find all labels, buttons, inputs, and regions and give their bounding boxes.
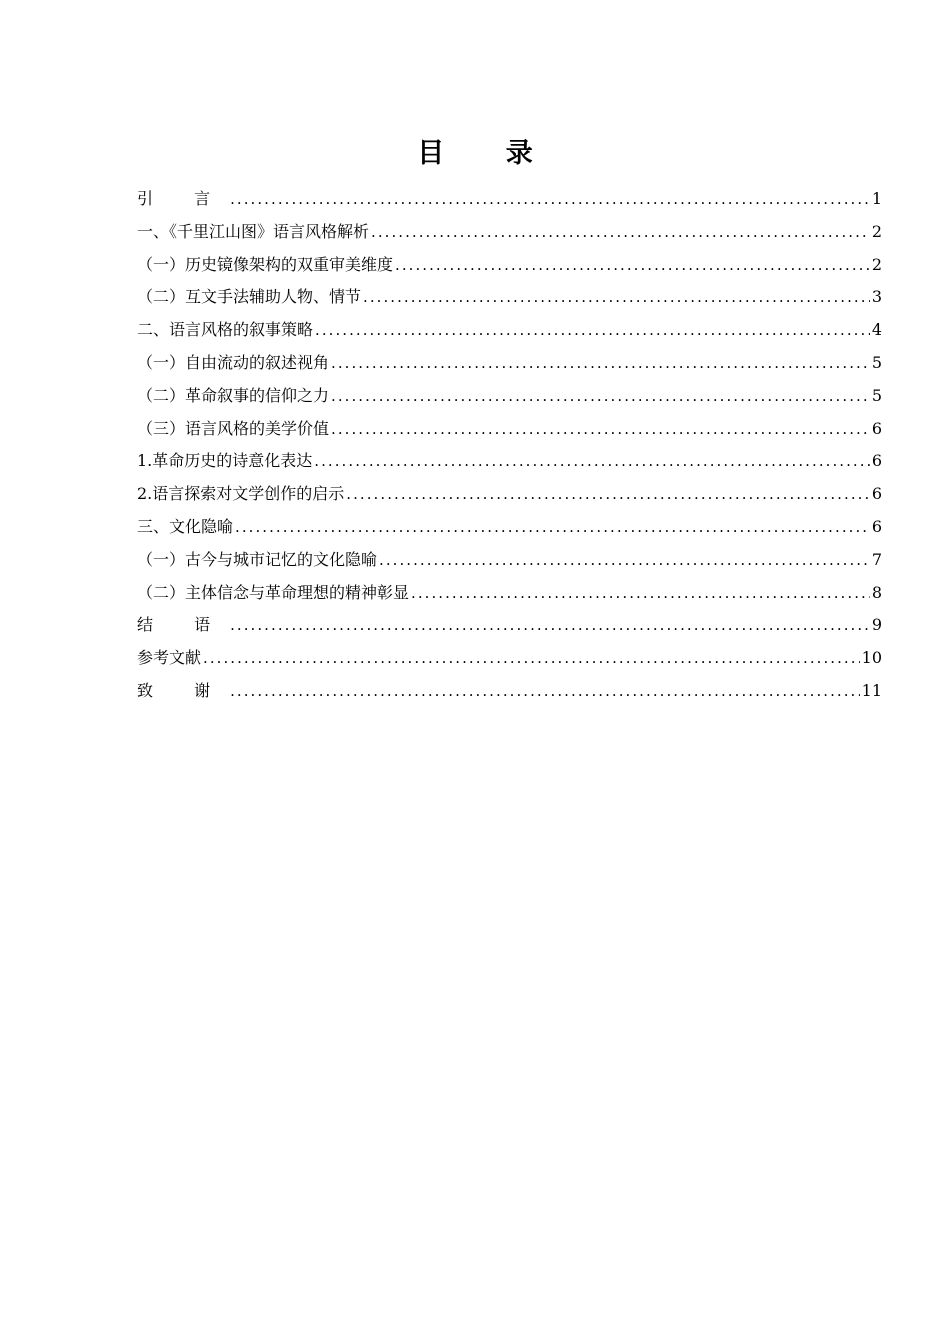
toc-entry-page: 8 <box>871 582 882 602</box>
toc-dot-leader <box>230 675 860 708</box>
toc-entry-conclusion <box>137 609 882 642</box>
toc-entry-page: 5 <box>871 352 882 372</box>
toc-entry-label: （二）主体信念与革命理想的精神彰显 <box>137 582 410 602</box>
toc-entry-introduction <box>137 183 882 216</box>
toc-entry-page: 4 <box>871 320 882 340</box>
toc-entry-section-2-3-1 <box>137 445 882 478</box>
toc-entry-page: 6 <box>871 418 882 438</box>
toc-entry-page: 7 <box>871 549 882 569</box>
toc-title: 目 录 <box>417 138 559 169</box>
toc-entry-references <box>137 642 882 675</box>
toc-dot-leader <box>314 445 870 478</box>
toc-entry-section-2-1 <box>137 347 882 380</box>
toc-entry-section-2-2 <box>137 380 882 413</box>
toc-dot-leader <box>371 216 870 249</box>
toc-dot-leader <box>411 577 870 610</box>
toc-entry-page: 11 <box>861 680 882 700</box>
toc-entry-label: 二、语言风格的叙事策略 <box>137 320 314 340</box>
toc-entry-page: 6 <box>871 484 882 504</box>
toc-entry-section-1 <box>137 216 882 249</box>
toc-entry-label: （三）语言风格的美学价值 <box>137 418 330 438</box>
toc-list <box>137 183 882 708</box>
toc-entry-label: （一）自由流动的叙述视角 <box>137 352 330 372</box>
toc-entry-label: 一、《千里江山图》语言风格解析 <box>137 221 370 241</box>
toc-entry-page: 1 <box>871 189 882 208</box>
toc-entry-page: 3 <box>871 287 882 307</box>
toc-entry-label: （二）革命叙事的信仰之力 <box>137 385 330 405</box>
toc-entry-section-2 <box>137 314 882 347</box>
toc-entry-label: 参考文献 <box>137 648 202 668</box>
toc-dot-leader <box>395 249 870 282</box>
toc-entry-section-1-2 <box>137 281 882 314</box>
toc-dot-leader <box>230 609 870 642</box>
toc-entry-label: 致 谢 <box>137 680 229 700</box>
toc-entry-section-1-1 <box>137 249 882 282</box>
toc-dot-leader <box>331 413 870 446</box>
toc-entry-section-3-2 <box>137 577 882 610</box>
toc-dot-leader <box>346 478 870 511</box>
toc-entry-section-3-1 <box>137 544 882 577</box>
toc-entry-label: 引 言 <box>137 189 229 208</box>
toc-dot-leader <box>235 511 870 544</box>
toc-entry-label: （一）古今与城市记忆的文化隐喻 <box>137 549 378 569</box>
toc-entry-page: 5 <box>871 385 882 405</box>
toc-entry-page: 6 <box>871 451 882 471</box>
toc-entry-label: 三、文化隐喻 <box>137 516 234 536</box>
toc-entry-label: （二）互文手法辅助人物、情节 <box>137 287 362 307</box>
toc-dot-leader <box>230 183 870 216</box>
toc-dot-leader <box>315 314 870 347</box>
toc-dot-leader <box>203 642 860 675</box>
toc-dot-leader <box>331 380 870 413</box>
toc-dot-leader <box>363 281 870 314</box>
toc-entry-section-2-3-2 <box>137 478 882 511</box>
toc-entry-acknowledgements <box>137 675 882 708</box>
toc-entry-label: 2.语言探索对文学创作的启示 <box>137 484 345 504</box>
toc-entry-label: 1.革命历史的诗意化表达 <box>137 451 313 471</box>
toc-entry-page: 9 <box>871 615 882 635</box>
toc-entry-label: （一）历史镜像架构的双重审美维度 <box>137 254 394 274</box>
toc-entry-section-3 <box>137 511 882 544</box>
toc-entry-section-2-3 <box>137 413 882 446</box>
toc-dot-leader <box>331 347 870 380</box>
toc-entry-page: 2 <box>871 221 882 241</box>
toc-entry-page: 6 <box>871 516 882 536</box>
toc-entry-label: 结 语 <box>137 615 229 635</box>
toc-entry-page: 10 <box>861 648 882 668</box>
toc-dot-leader <box>379 544 870 577</box>
toc-entry-page: 2 <box>871 254 882 274</box>
